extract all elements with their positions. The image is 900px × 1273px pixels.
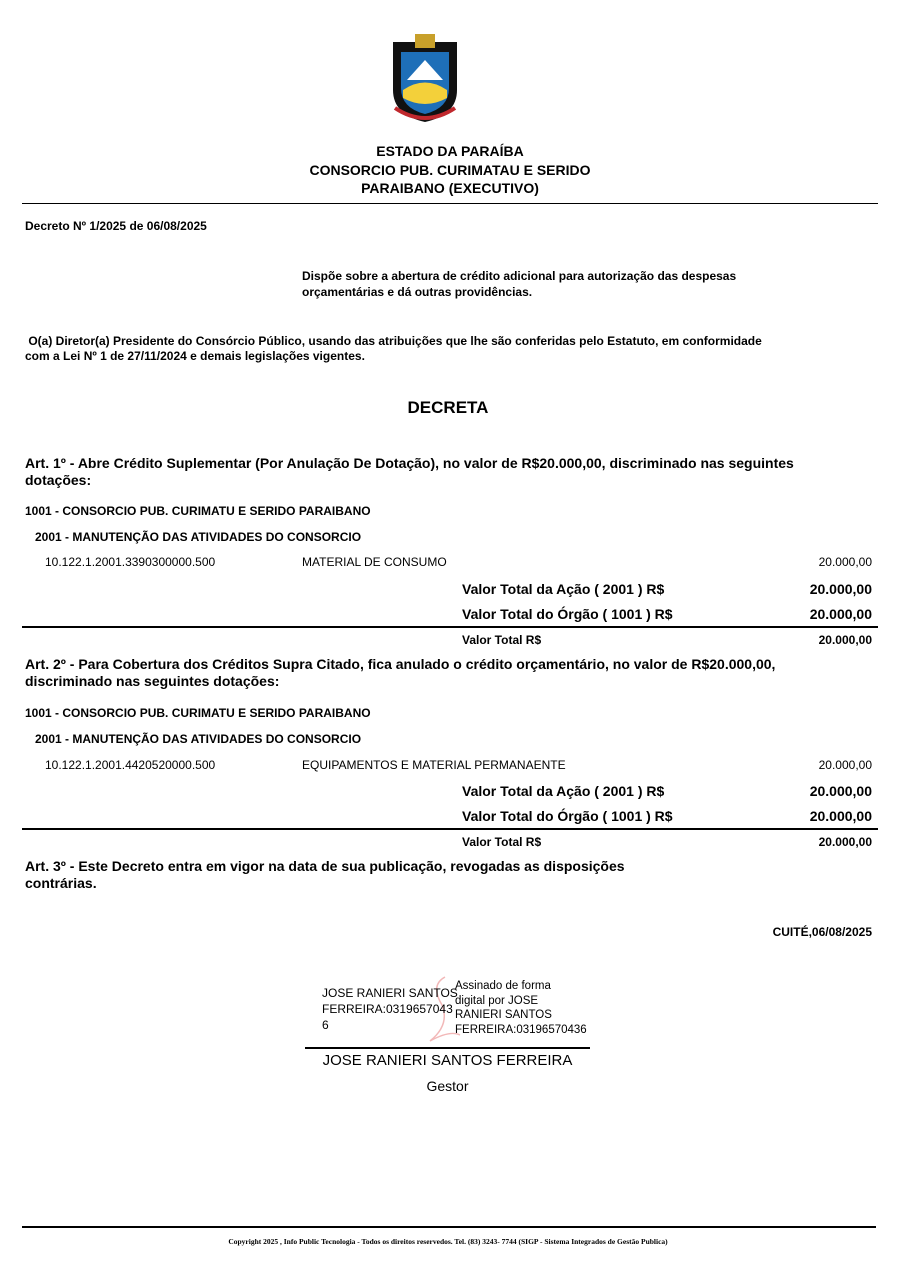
art1-line: Art. 1º - Abre Crédito Suplementar (Por Anulação De Dotação), no valor de R$20.000,00, discriminado nas seguintes	[25, 455, 794, 471]
total-orgao-label: Valor Total do Órgão ( 1001 ) R$	[462, 606, 673, 622]
art3-line: contrárias.	[25, 875, 97, 891]
art3-line: Art. 3º - Este Decreto entra em vigor na data de sua publicação, revogadas as disposições	[25, 858, 625, 874]
total-orgao-value: 20.000,00	[809, 808, 872, 824]
total-acao-value: 20.000,00	[809, 783, 872, 799]
signature-right	[455, 979, 587, 1037]
footer-copyright: Copyright 2025 , Info Public Tecnologia - Todos os direitos reservedos. Tel. (83) 3243- 7744 (SIGP - Sistema Integrados de Gestão Publica)	[228, 1237, 668, 1246]
decree-number: Decreto Nº 1/2025 de 06/08/2025	[25, 219, 207, 233]
total-label: Valor Total R$	[462, 835, 542, 849]
header-entity: CONSORCIO PUB. CURIMATAU E SERIDO	[309, 162, 591, 178]
total-value: 20.000,00	[818, 633, 872, 647]
divider	[22, 203, 878, 204]
place-date: CUITÉ,06/08/2025	[772, 925, 872, 939]
dotacao-code: 10.122.1.2001.3390300000.500	[45, 555, 216, 569]
dotacao-desc: MATERIAL DE CONSUMO	[302, 555, 447, 569]
signature-left-line: JOSE RANIERI SANTOS	[322, 986, 458, 1000]
dotacao-value: 20.000,00	[818, 758, 872, 772]
signature-right-line: RANIERI SANTOS	[455, 1009, 552, 1021]
dotacao-value: 20.000,00	[818, 555, 872, 569]
acao-heading: 2001 - MANUTENÇÃO DAS ATIVIDADES DO CONSORCIO	[35, 530, 362, 544]
total-value: 20.000,00	[818, 835, 872, 849]
total-acao-label: Valor Total da Ação ( 2001 ) R$	[462, 783, 665, 799]
header-state: ESTADO DA PARAÍBA	[376, 143, 524, 159]
art1-line: dotações:	[25, 472, 92, 488]
preamble-line: com a Lei Nº 1 de 27/11/2024 e demais legislações vigentes.	[25, 349, 365, 363]
dotacao-code: 10.122.1.2001.4420520000.500	[45, 758, 216, 772]
coat-of-arms-logo	[385, 30, 465, 125]
art2-line: discriminado nas seguintes dotações:	[25, 673, 280, 689]
total-orgao-label: Valor Total do Órgão ( 1001 ) R$	[462, 808, 673, 824]
signer-name: JOSE RANIERI SANTOS FERREIRA	[322, 1052, 573, 1069]
total-acao-value: 20.000,00	[809, 581, 872, 597]
signature-right-line: FERREIRA:03196570436	[455, 1023, 587, 1036]
orgao-heading: 1001 - CONSORCIO PUB. CURIMATU E SERIDO PARAIBANO	[25, 706, 371, 720]
footer-divider	[22, 1226, 876, 1228]
total-orgao-value: 20.000,00	[809, 606, 872, 622]
signer-role: Gestor	[426, 1078, 469, 1094]
acao-heading: 2001 - MANUTENÇÃO DAS ATIVIDADES DO CONSORCIO	[35, 732, 362, 746]
signature-left	[322, 985, 458, 1033]
divider	[22, 828, 878, 830]
signature-right-line: digital por JOSE	[455, 994, 539, 1007]
total-acao-label: Valor Total da Ação ( 2001 ) R$	[462, 581, 665, 597]
divider	[22, 626, 878, 628]
decreta-heading: DECRETA	[407, 398, 489, 417]
orgao-heading: 1001 - CONSORCIO PUB. CURIMATU E SERIDO PARAIBANO	[25, 504, 371, 518]
ementa-line: orçamentárias e dá outras providências.	[302, 285, 533, 299]
ementa-line: Dispõe sobre a abertura de crédito adicional para autorização das despesas	[302, 269, 737, 283]
signature-left-line: FERREIRA:0319657043	[322, 1002, 453, 1016]
signature-left-line: 6	[322, 1018, 329, 1032]
art2-line: Art. 2º - Para Cobertura dos Créditos Supra Citado, fica anulado o crédito orçamentário, no valor de R$20.000,00,	[25, 656, 776, 672]
total-label: Valor Total R$	[462, 633, 542, 647]
signature-right-line: Assinado de forma	[455, 980, 551, 992]
dotacao-desc: EQUIPAMENTOS E MATERIAL PERMANAENTE	[302, 758, 566, 772]
preamble-line: O(a) Diretor(a) Presidente do Consórcio Público, usando das atribuições que lhe são conferidas pelo Estatuto, em conformidade	[25, 334, 762, 348]
header-entity-sub: PARAIBANO (EXECUTIVO)	[361, 180, 539, 196]
signature-line	[305, 1047, 590, 1049]
